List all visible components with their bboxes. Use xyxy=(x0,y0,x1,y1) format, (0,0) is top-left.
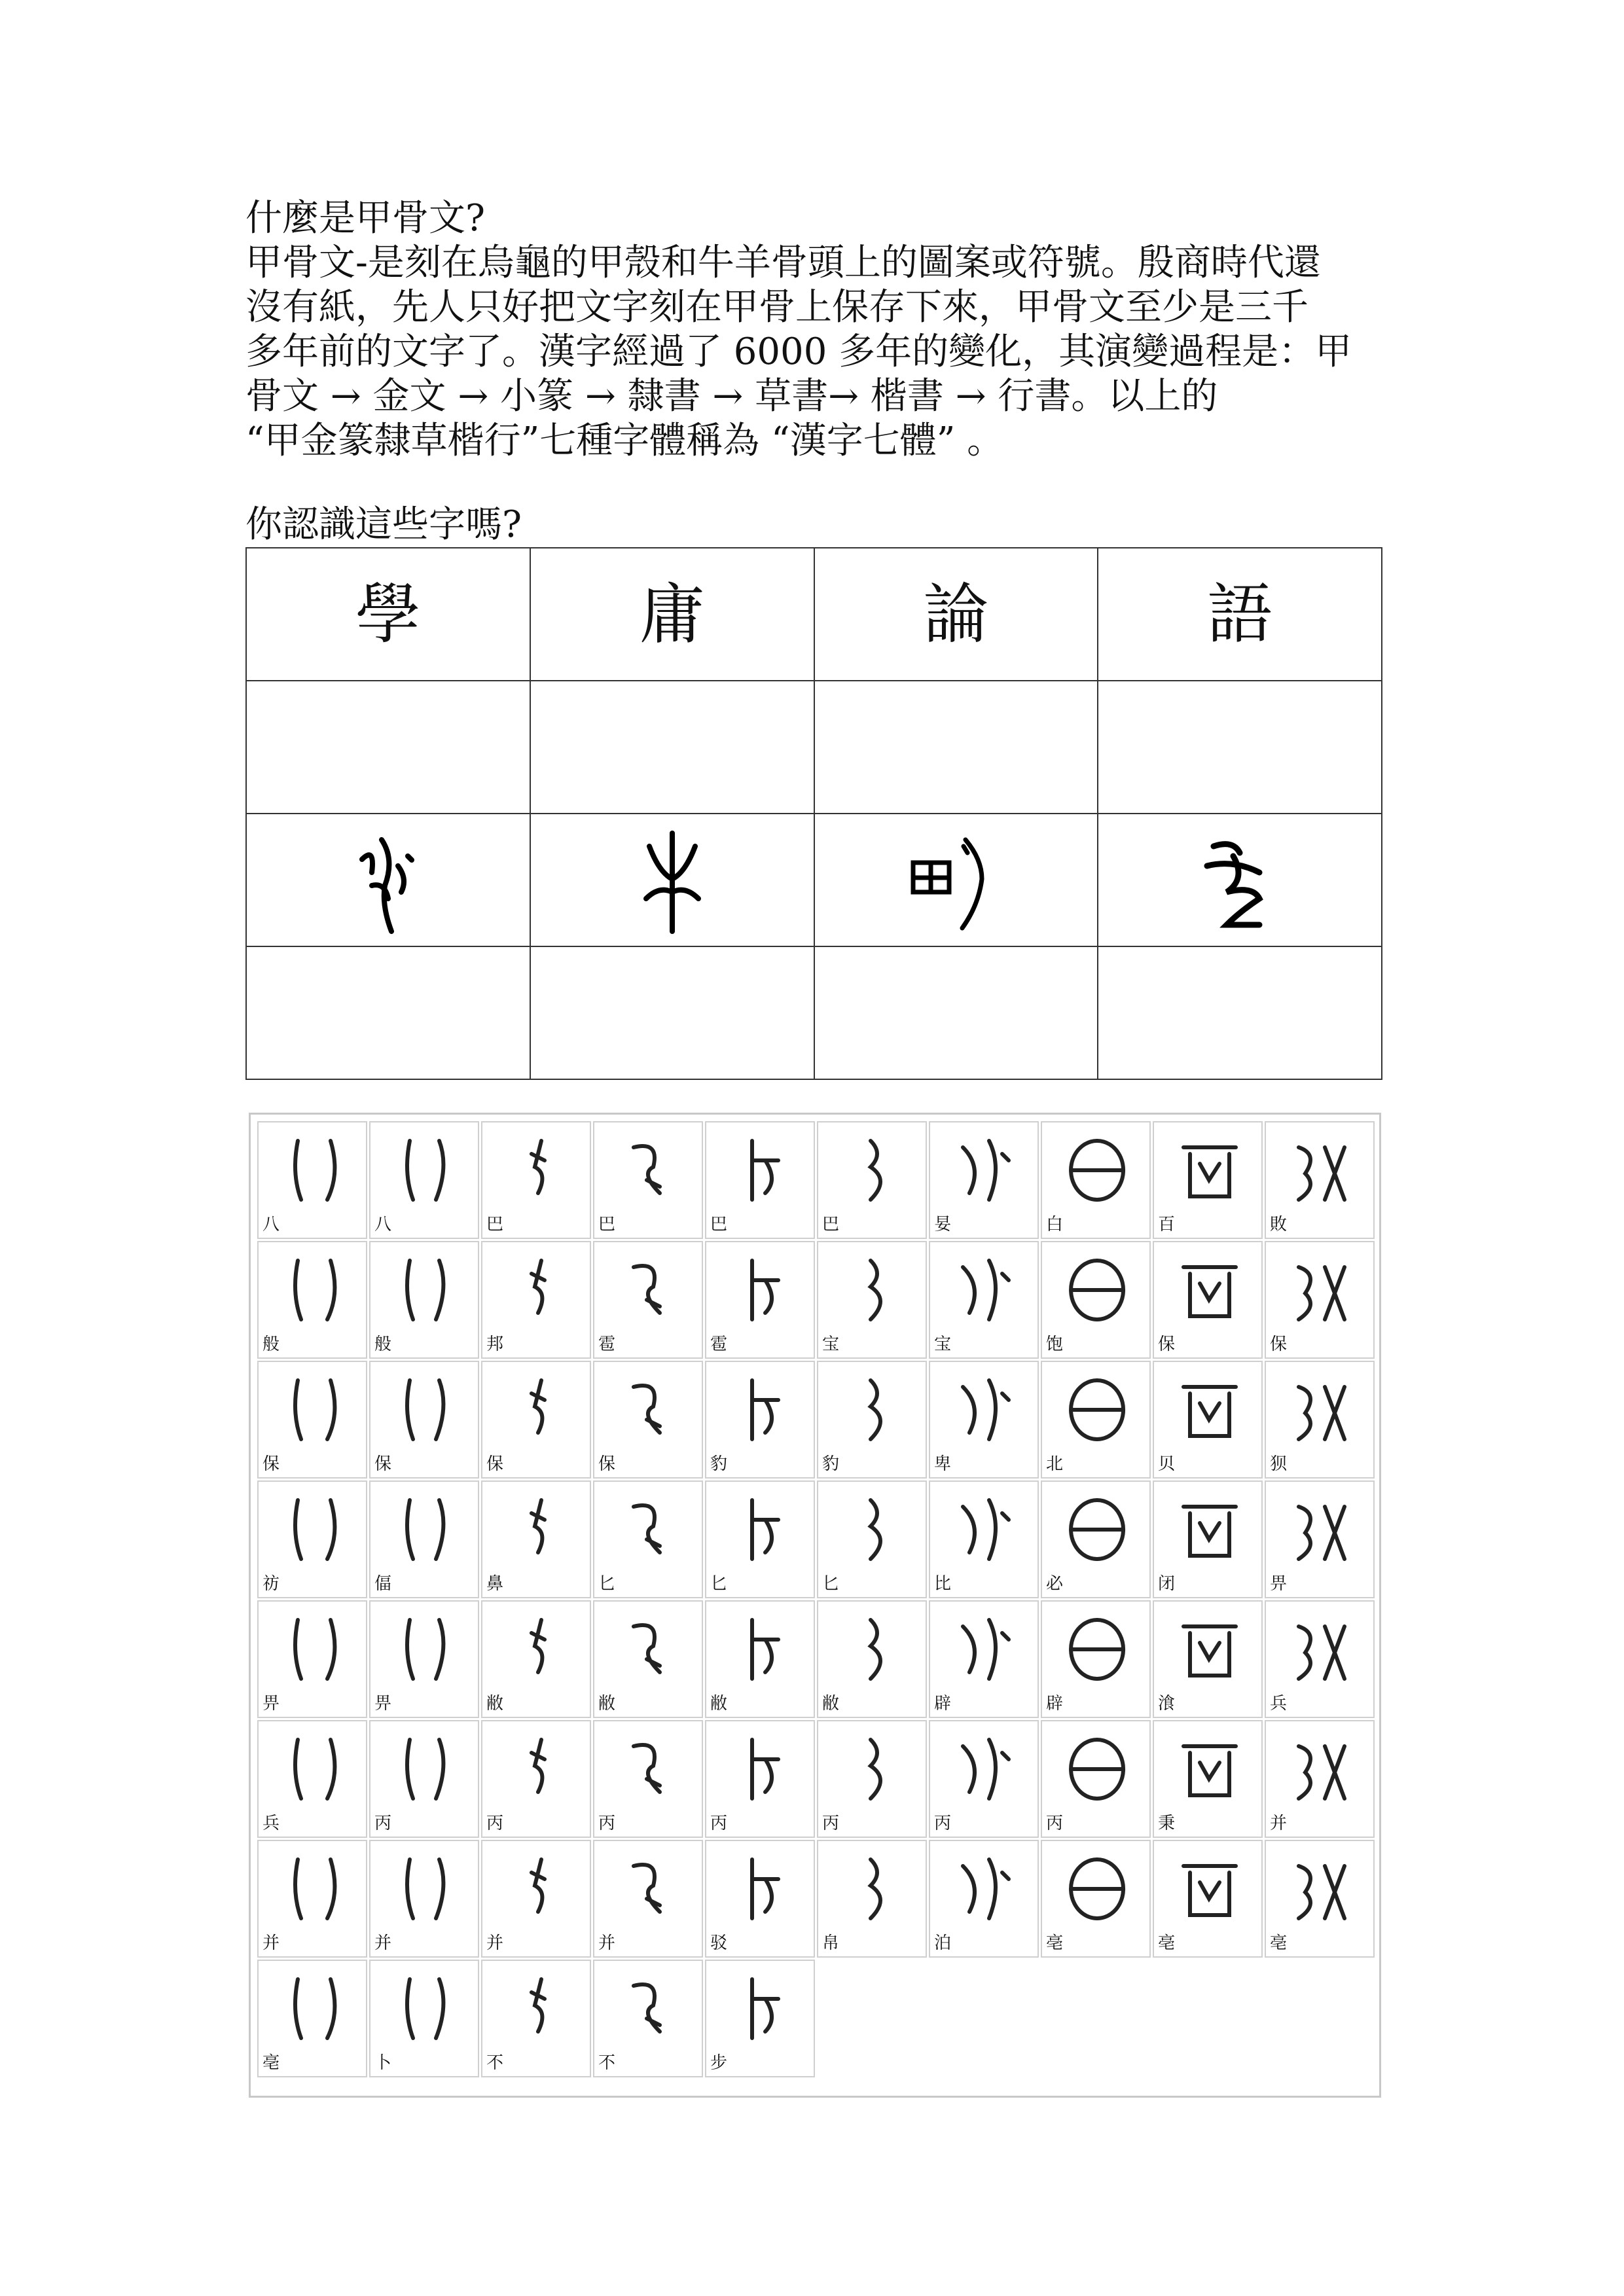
oracle-glyph-icon xyxy=(607,1247,691,1331)
reference-cell-label: 亳 xyxy=(262,2053,280,2073)
oracle-glyph-icon xyxy=(1279,1367,1363,1451)
reference-cell xyxy=(1153,1600,1263,1718)
reference-cell-label: 豹 xyxy=(822,1454,840,1474)
oracle-cell xyxy=(246,814,530,946)
reference-cell xyxy=(257,1600,367,1718)
oracle-glyph-icon xyxy=(1055,1128,1139,1211)
oracle-glyph-icon xyxy=(272,1607,355,1691)
reference-cell xyxy=(1265,1361,1375,1479)
reference-cell xyxy=(705,1720,815,1838)
reference-cell xyxy=(369,1361,479,1479)
reference-cell-label: 般 xyxy=(262,1335,280,1354)
answer-row xyxy=(246,681,1382,814)
oracle-glyph-icon xyxy=(384,1128,467,1211)
reference-cell xyxy=(369,1840,479,1958)
reference-cell-label: 百 xyxy=(1158,1215,1176,1234)
oracle-glyph-icon xyxy=(272,1966,355,2050)
oracle-glyph-icon xyxy=(1055,1607,1139,1691)
oracle-glyph-icon xyxy=(607,1128,691,1211)
reference-cell-label: 必 xyxy=(1046,1574,1064,1594)
reference-cell-label: 驳 xyxy=(710,1933,728,1953)
reference-cell-label: 丙 xyxy=(598,1814,616,1833)
reference-cell-label: 雹 xyxy=(598,1335,616,1354)
oracle-cell xyxy=(530,814,814,946)
reference-cell-label: 秉 xyxy=(1158,1814,1176,1833)
oracle-glyph-icon xyxy=(719,1607,803,1691)
reference-cell-label: 保 xyxy=(1158,1335,1176,1354)
oracle-glyph-icon xyxy=(1279,1727,1363,1810)
oracle-glyph-icon xyxy=(496,1727,579,1810)
reference-cell-label: 贝 xyxy=(1158,1454,1176,1474)
reference-cell xyxy=(705,1600,815,1718)
reference-cell xyxy=(481,1361,591,1479)
reference-cell-label: 宝 xyxy=(822,1335,840,1354)
reference-cell xyxy=(817,1121,927,1239)
oracle-glyph-icon xyxy=(384,1487,467,1571)
reference-cell-label: 敗 xyxy=(1270,1215,1288,1234)
reference-cell xyxy=(593,1600,703,1718)
oracle-glyph-icon xyxy=(831,1247,915,1331)
oracle-glyph-icon xyxy=(607,1966,691,2050)
reference-cell-label: 丙 xyxy=(822,1814,840,1833)
reference-cell-label: 并 xyxy=(486,1933,504,1953)
oracle-glyph-icon xyxy=(1055,1367,1139,1451)
reference-cell xyxy=(1265,1840,1375,1958)
reference-cell-label: 保 xyxy=(486,1454,504,1474)
reference-cell xyxy=(369,1960,479,2077)
reference-cell xyxy=(593,1840,703,1958)
quiz-table xyxy=(245,547,1382,1080)
answer-cell[interactable] xyxy=(246,946,530,1079)
reference-cell xyxy=(1153,1361,1263,1479)
reference-cell-label: 亳 xyxy=(1046,1933,1064,1953)
reference-cell-label: 宝 xyxy=(934,1335,952,1354)
reference-cell xyxy=(929,1241,1039,1359)
oracle-glyph-icon xyxy=(1279,1487,1363,1571)
reference-cell-label: 并 xyxy=(262,1933,280,1953)
intro-line-4: 骨文 → 金文 → 小篆 → 隸書 → 草書→ 楷書 → 行書。以上的 xyxy=(245,375,1218,418)
reference-cell-label: 比 xyxy=(934,1574,952,1594)
oracle-glyph-3-icon xyxy=(903,820,1008,938)
reference-cell-label: 步 xyxy=(710,2053,728,2073)
oracle-glyph-icon xyxy=(943,1607,1027,1691)
reference-cell xyxy=(1041,1241,1151,1359)
reference-cell xyxy=(1265,1241,1375,1359)
reference-cell xyxy=(817,1361,927,1479)
reference-cell xyxy=(705,1241,815,1359)
reference-cell-label: 湌 xyxy=(1158,1694,1176,1713)
reference-cell xyxy=(929,1361,1039,1479)
oracle-row xyxy=(246,814,1382,946)
reference-cell-label: 不 xyxy=(486,2053,504,2073)
reference-cell xyxy=(817,1720,927,1838)
oracle-glyph-icon xyxy=(607,1487,691,1571)
reference-cell-label: 闭 xyxy=(1158,1574,1176,1594)
seal-cell xyxy=(246,548,530,681)
reference-cell xyxy=(593,1121,703,1239)
reference-cell xyxy=(1153,1121,1263,1239)
reference-cell-label: 保 xyxy=(1270,1335,1288,1354)
oracle-glyph-icon xyxy=(607,1846,691,1930)
answer-cell[interactable] xyxy=(1098,946,1382,1079)
oracle-glyph-icon xyxy=(384,1607,467,1691)
oracle-glyph-1-icon xyxy=(336,820,441,938)
reference-cell xyxy=(1041,1480,1151,1598)
reference-cell-label: 邦 xyxy=(486,1335,504,1354)
answer-cell[interactable] xyxy=(530,681,814,814)
reference-cell xyxy=(1153,1241,1263,1359)
oracle-glyph-icon xyxy=(1167,1128,1251,1211)
oracle-glyph-icon xyxy=(272,1247,355,1331)
oracle-glyph-icon xyxy=(719,1487,803,1571)
oracle-glyph-icon xyxy=(1167,1846,1251,1930)
oracle-glyph-icon xyxy=(496,1247,579,1331)
oracle-glyph-icon xyxy=(1279,1846,1363,1930)
reference-cell xyxy=(257,1480,367,1598)
reference-cell-label: 匕 xyxy=(710,1574,728,1594)
reference-cell-label: 辟 xyxy=(934,1694,952,1713)
oracle-glyph-icon xyxy=(384,1727,467,1810)
reference-cell xyxy=(817,1840,927,1958)
reference-cell xyxy=(705,1121,815,1239)
reference-cell xyxy=(257,1720,367,1838)
reference-cell xyxy=(1265,1720,1375,1838)
oracle-glyph-icon xyxy=(831,1367,915,1451)
reference-cell xyxy=(481,1840,591,1958)
reference-cell-label: 畀 xyxy=(1270,1574,1288,1594)
reference-grid xyxy=(257,1121,1375,2077)
reference-cell-label: 妟 xyxy=(934,1215,952,1234)
oracle-reference-chart xyxy=(249,1113,1381,2098)
oracle-glyph-icon xyxy=(719,1128,803,1211)
reference-cell xyxy=(369,1241,479,1359)
answer-cell[interactable] xyxy=(814,681,1098,814)
oracle-glyph-icon xyxy=(719,1367,803,1451)
oracle-glyph-icon xyxy=(943,1846,1027,1930)
oracle-glyph-icon xyxy=(272,1128,355,1211)
reference-cell-label: 辟 xyxy=(1046,1694,1064,1713)
reference-cell-label: 八 xyxy=(262,1215,280,1234)
reference-cell-label: 鼻 xyxy=(486,1574,504,1594)
oracle-glyph-icon xyxy=(719,1727,803,1810)
reference-cell-label: 敝 xyxy=(486,1694,504,1713)
reference-cell-label: 饱 xyxy=(1046,1335,1064,1354)
oracle-glyph-icon xyxy=(831,1128,915,1211)
reference-cell xyxy=(929,1600,1039,1718)
oracle-glyph-icon xyxy=(272,1487,355,1571)
reference-cell-label: 丙 xyxy=(486,1814,504,1833)
reference-cell xyxy=(705,1480,815,1598)
reference-cell xyxy=(1041,1121,1151,1239)
reference-cell-label: 亳 xyxy=(1270,1933,1288,1953)
reference-cell xyxy=(1153,1720,1263,1838)
reference-cell xyxy=(593,1960,703,2077)
reference-cell-label: 八 xyxy=(374,1215,392,1234)
oracle-glyph-icon xyxy=(943,1487,1027,1571)
reference-cell xyxy=(1041,1600,1151,1718)
reference-cell xyxy=(257,1840,367,1958)
reference-cell-label: 丙 xyxy=(710,1814,728,1833)
reference-cell xyxy=(929,1480,1039,1598)
oracle-glyph-icon xyxy=(943,1727,1027,1810)
reference-cell xyxy=(1041,1720,1151,1838)
oracle-glyph-icon xyxy=(496,1607,579,1691)
reference-cell-label: 白 xyxy=(1046,1215,1064,1234)
reference-cell-label: 般 xyxy=(374,1335,392,1354)
seal-row xyxy=(246,548,1382,681)
oracle-glyph-icon xyxy=(384,1966,467,2050)
oracle-glyph-icon xyxy=(943,1247,1027,1331)
reference-cell-label: 匕 xyxy=(598,1574,616,1594)
reference-cell xyxy=(369,1720,479,1838)
reference-cell xyxy=(481,1121,591,1239)
oracle-glyph-icon xyxy=(1167,1247,1251,1331)
reference-cell-label: 泊 xyxy=(934,1933,952,1953)
reference-cell xyxy=(1041,1361,1151,1479)
reference-cell-label: 丙 xyxy=(1046,1814,1064,1833)
oracle-glyph-icon xyxy=(1167,1607,1251,1691)
reference-cell-label: 兵 xyxy=(262,1814,280,1833)
oracle-glyph-icon xyxy=(1279,1607,1363,1691)
reference-cell-label: 保 xyxy=(374,1454,392,1474)
oracle-glyph-icon xyxy=(272,1367,355,1451)
oracle-glyph-icon xyxy=(384,1247,467,1331)
oracle-glyph-icon xyxy=(272,1727,355,1810)
reference-cell-label: 巴 xyxy=(710,1215,728,1234)
reference-cell-label: 北 xyxy=(1046,1454,1064,1474)
oracle-glyph-icon xyxy=(1167,1367,1251,1451)
reference-cell xyxy=(593,1361,703,1479)
oracle-glyph-icon xyxy=(607,1727,691,1810)
reference-cell xyxy=(817,1241,927,1359)
oracle-glyph-icon xyxy=(719,1966,803,2050)
oracle-cell xyxy=(814,814,1098,946)
reference-cell-label: 丙 xyxy=(374,1814,392,1833)
oracle-glyph-icon xyxy=(1055,1247,1139,1331)
oracle-glyph-icon xyxy=(831,1607,915,1691)
oracle-glyph-icon xyxy=(1055,1487,1139,1571)
reference-cell-label: 畀 xyxy=(262,1694,280,1713)
oracle-glyph-icon xyxy=(943,1367,1027,1451)
reference-cell-label: 祊 xyxy=(262,1574,280,1594)
oracle-cell xyxy=(1098,814,1382,946)
seal-cell xyxy=(530,548,814,681)
reference-cell xyxy=(369,1480,479,1598)
reference-cell-label: 雹 xyxy=(710,1335,728,1354)
answer-cell[interactable] xyxy=(530,946,814,1079)
reference-cell-label: 偪 xyxy=(374,1574,392,1594)
reference-cell xyxy=(1265,1480,1375,1598)
reference-cell xyxy=(257,1241,367,1359)
oracle-glyph-icon xyxy=(1055,1846,1139,1930)
reference-cell xyxy=(481,1720,591,1838)
oracle-glyph-icon xyxy=(719,1846,803,1930)
reference-cell-label: 并 xyxy=(374,1933,392,1953)
reference-cell xyxy=(817,1600,927,1718)
reference-cell xyxy=(257,1960,367,2077)
reference-cell-label: 巴 xyxy=(822,1215,840,1234)
oracle-glyph-icon xyxy=(384,1367,467,1451)
reference-cell-label: 狈 xyxy=(1270,1454,1288,1474)
reference-cell-label: 并 xyxy=(598,1933,616,1953)
seal-cell xyxy=(814,548,1098,681)
reference-cell-label: 帛 xyxy=(822,1933,840,1953)
answer-cell[interactable] xyxy=(1098,681,1382,814)
reference-cell xyxy=(369,1121,479,1239)
reference-cell-label: 不 xyxy=(598,2053,616,2073)
answer-cell[interactable] xyxy=(246,681,530,814)
reference-cell xyxy=(929,1121,1039,1239)
reference-cell xyxy=(593,1720,703,1838)
oracle-glyph-icon xyxy=(496,1128,579,1211)
reference-cell-label: 保 xyxy=(598,1454,616,1474)
reference-cell xyxy=(481,1600,591,1718)
reference-cell xyxy=(705,1361,815,1479)
oracle-glyph-icon xyxy=(496,1846,579,1930)
oracle-glyph-icon xyxy=(943,1128,1027,1211)
oracle-glyph-icon xyxy=(1167,1487,1251,1571)
reference-cell xyxy=(1153,1840,1263,1958)
reference-cell-label: 豹 xyxy=(710,1454,728,1474)
reference-cell xyxy=(257,1361,367,1479)
reference-cell xyxy=(593,1480,703,1598)
reference-cell xyxy=(817,1480,927,1598)
intro-text xyxy=(245,196,1384,463)
reference-cell-label: 巴 xyxy=(598,1215,616,1234)
oracle-glyph-icon xyxy=(719,1247,803,1331)
oracle-glyph-icon xyxy=(496,1367,579,1451)
reference-cell xyxy=(1265,1600,1375,1718)
seal-char: 語 xyxy=(1207,575,1273,653)
quiz-question: 你認識這些字嗎? xyxy=(245,503,522,546)
seal-char: 論 xyxy=(923,575,989,653)
oracle-glyph-icon xyxy=(272,1846,355,1930)
oracle-glyph-icon xyxy=(607,1367,691,1451)
reference-cell xyxy=(369,1600,479,1718)
answer-row xyxy=(246,946,1382,1079)
reference-cell-label: 匕 xyxy=(822,1574,840,1594)
seal-cell xyxy=(1098,548,1382,681)
reference-cell xyxy=(257,1121,367,1239)
oracle-glyph-2-icon xyxy=(620,820,725,938)
oracle-glyph-icon xyxy=(607,1607,691,1691)
seal-char: 庸 xyxy=(639,575,705,653)
reference-cell xyxy=(705,1960,815,2077)
oracle-glyph-icon xyxy=(831,1846,915,1930)
reference-cell xyxy=(481,1480,591,1598)
answer-cell[interactable] xyxy=(814,946,1098,1079)
reference-cell xyxy=(481,1960,591,2077)
reference-cell-label: 兵 xyxy=(1270,1694,1288,1713)
reference-cell xyxy=(481,1241,591,1359)
reference-cell-label: 巴 xyxy=(486,1215,504,1234)
intro-line-3: 多年前的文字了。漢字經過了 6000 多年的變化，其演變過程是：甲 xyxy=(245,331,1352,373)
oracle-glyph-icon xyxy=(496,1966,579,2050)
oracle-glyph-icon xyxy=(831,1487,915,1571)
intro-heading: 什麼是甲骨文? xyxy=(245,197,486,240)
oracle-glyph-icon xyxy=(1055,1727,1139,1810)
reference-cell xyxy=(1153,1480,1263,1598)
oracle-glyph-icon xyxy=(1167,1727,1251,1810)
reference-cell xyxy=(929,1840,1039,1958)
oracle-glyph-icon xyxy=(384,1846,467,1930)
reference-cell-label: 亳 xyxy=(1158,1933,1176,1953)
reference-cell-label: 丙 xyxy=(934,1814,952,1833)
reference-cell-label: 畀 xyxy=(374,1694,392,1713)
reference-cell xyxy=(593,1241,703,1359)
reference-cell-label: 卜 xyxy=(374,2053,392,2073)
reference-cell-label: 并 xyxy=(1270,1814,1288,1833)
reference-cell-label: 敝 xyxy=(598,1694,616,1713)
oracle-glyph-icon xyxy=(1279,1128,1363,1211)
oracle-glyph-icon xyxy=(1279,1247,1363,1331)
intro-line-1: 甲骨文-是刻在烏龜的甲殼和牛羊骨頭上的圖案或符號。殷商時代還 xyxy=(245,242,1321,284)
oracle-glyph-4-icon xyxy=(1187,820,1292,938)
intro-line-5: “甲金篆隸草楷行”七種字體稱為 “漢字七體” 。 xyxy=(245,420,1004,462)
reference-cell-label: 敝 xyxy=(710,1694,728,1713)
reference-cell-label: 卑 xyxy=(934,1454,952,1474)
seal-char: 學 xyxy=(355,575,421,653)
reference-cell-label: 保 xyxy=(262,1454,280,1474)
oracle-glyph-icon xyxy=(496,1487,579,1571)
reference-cell-label: 敝 xyxy=(822,1694,840,1713)
reference-cell xyxy=(1041,1840,1151,1958)
reference-cell xyxy=(705,1840,815,1958)
reference-cell xyxy=(929,1720,1039,1838)
oracle-glyph-icon xyxy=(831,1727,915,1810)
intro-line-2: 沒有紙，先人只好把文字刻在甲骨上保存下來，甲骨文至少是三千 xyxy=(245,286,1308,329)
reference-cell xyxy=(1265,1121,1375,1239)
